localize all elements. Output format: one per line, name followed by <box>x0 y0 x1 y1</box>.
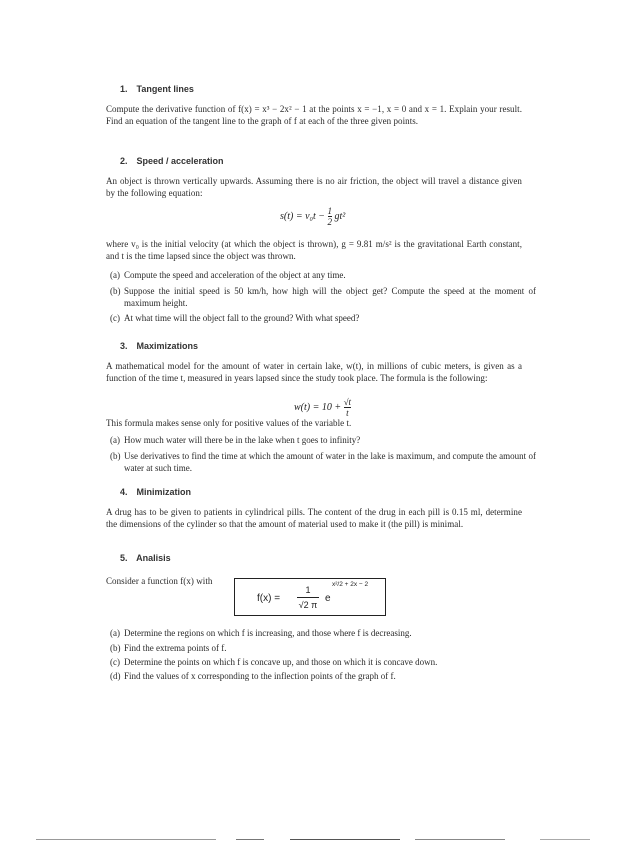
section-2-after: where v₀ is the initial velocity (at which the object is thrown), g = 9.81 m/s² is the gravitational Earth constant, and t is the time lapsed since the object was thrown. <box>106 239 522 261</box>
scan-artifact-line <box>236 839 264 840</box>
section-3-title <box>120 341 198 351</box>
item-label: (c) <box>110 313 120 323</box>
eq2-fraction <box>328 206 333 227</box>
section-2-title <box>120 156 224 166</box>
item-label: (a) <box>110 628 120 638</box>
section-5-item-c <box>110 657 536 669</box>
section-2-number: 2. <box>120 156 128 166</box>
section-2-body: An object is thrown vertically upwards. Assuming there is no air friction, the object will travel a distance given by the following equation: <box>106 176 522 198</box>
eq5-fraction <box>297 585 319 610</box>
item-text: Find the values of x corresponding to the inflection points of the graph of f. <box>124 671 396 681</box>
section-3-item-b <box>110 451 536 474</box>
eq2-lhs: s(t) = v₀t − <box>280 210 326 222</box>
section-5-body: Consider a function f(x) with <box>106 576 213 586</box>
item-label: (a) <box>110 270 120 280</box>
eq2-numerator: 1 <box>327 206 333 216</box>
scan-artifact-line <box>36 839 216 840</box>
item-text: How much water will there be in the lake when t goes to infinity? <box>124 435 361 445</box>
section-2-equation <box>280 206 345 227</box>
item-text: Suppose the initial speed is 50 km/h, how high will the object get? Compute the speed at the moment of maximum height. <box>124 286 536 308</box>
eq3-fraction <box>344 397 351 418</box>
item-label: (b) <box>110 643 121 653</box>
section-1-body: Compute the derivative function of f(x) = x³ − 2x² − 1 at the points x = −1, x = 0 and x = 1. Explain your result. Find an equation of the tangent line to the graph of f at each of the three given points. <box>106 104 522 126</box>
section-5-heading: Analisis <box>136 553 171 563</box>
item-text: Determine the regions on which f is increasing, and those where f is decreasing. <box>124 628 412 638</box>
section-5-item-d <box>110 671 536 683</box>
section-1-number: 1. <box>120 84 128 94</box>
item-text: Compute the speed and acceleration of the object at any time. <box>124 270 346 280</box>
section-3-after: This formula makes sense only for positive values of the variable t. <box>106 418 352 428</box>
eq2-rhs: gt² <box>334 210 346 222</box>
section-2-heading: Speed / acceleration <box>136 156 224 166</box>
section-5-item-a <box>110 628 536 640</box>
eq5-numerator: 1 <box>305 585 311 595</box>
scan-artifact-line <box>415 839 505 840</box>
eq3-denominator: t <box>346 408 349 418</box>
section-3-number: 3. <box>120 341 128 351</box>
eq5-exponent: x²/2 + 2x − 2 <box>332 581 369 588</box>
section-5-title <box>120 553 171 563</box>
eq5-lhs: f(x) = <box>257 593 281 604</box>
section-3-body: A mathematical model for the amount of water in certain lake, w(t), in millions of cubic meters, is given as a function of the time t, measured in years lapsed since the study took place. The formula is the following: <box>106 361 522 383</box>
section-1-heading: Tangent lines <box>136 84 194 94</box>
item-text: At what time will the object fall to the ground? With what speed? <box>124 313 360 323</box>
section-3-equation <box>294 397 351 418</box>
eq3-numerator: √t <box>343 397 352 407</box>
eq2-denominator: 2 <box>327 217 333 227</box>
item-label: (b) <box>110 286 121 296</box>
scan-artifact-line <box>290 839 400 840</box>
scan-artifact-line <box>540 839 590 840</box>
section-2-item-c <box>110 313 536 325</box>
section-3-item-a <box>110 435 536 447</box>
section-5-number: 5. <box>120 553 128 563</box>
item-label: (d) <box>110 671 121 681</box>
eq5-denominator: √2 π <box>298 600 318 610</box>
item-label: (a) <box>110 435 120 445</box>
section-4-body: A drug has to be given to patients in cylindrical pills. The content of the drug in each pill is 0.15 ml, determine the dimensions of the cylinder so that the amount of material used to make it (the pill) is minimal. <box>106 507 522 529</box>
section-5-item-b <box>110 643 536 655</box>
item-text: Determine the points on which f is concave up, and those on which it is concave down. <box>124 657 438 667</box>
section-4-title <box>120 487 191 497</box>
eq5-fraction-bar <box>297 597 319 598</box>
eq3-lhs: w(t) = 10 + <box>294 401 342 413</box>
section-3-heading: Maximizations <box>136 341 199 351</box>
item-text: Find the extrema points of f. <box>124 643 227 653</box>
section-5-equation-box <box>234 578 386 616</box>
section-2-item-a <box>110 270 536 282</box>
item-label: (c) <box>110 657 120 667</box>
section-2-item-b <box>110 286 536 309</box>
section-4-number: 4. <box>120 487 128 497</box>
section-1-title <box>120 84 194 94</box>
section-4-heading: Minimization <box>136 487 192 497</box>
eq5-base: e <box>325 593 331 604</box>
item-label: (b) <box>110 451 121 461</box>
item-text: Use derivatives to find the time at which the amount of water in the lake is maximum, and compute the amount of water at such time. <box>124 451 536 473</box>
